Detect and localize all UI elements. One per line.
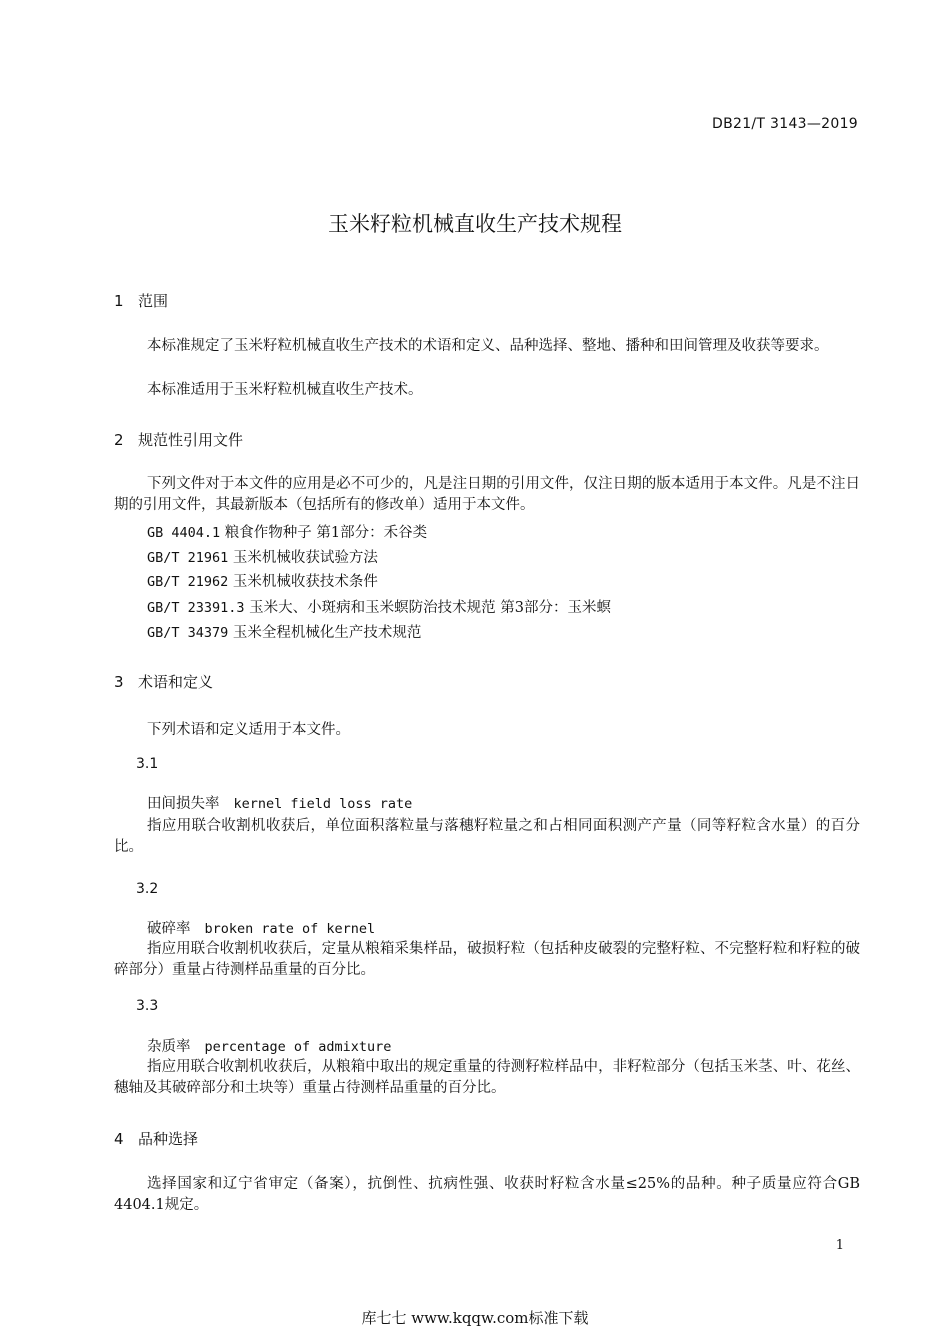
term-definition: 指应用联合收割机收获后，从粮箱中取出的规定重量的待测籽粒样品中，非籽粒部分（包括玉米茎、叶、花丝、穗轴及其破碎部分和土块等）重量占待测样品重量的百分比。 (114, 1059, 860, 1096)
term-heading (147, 792, 412, 813)
reference-item (147, 596, 611, 617)
section-number: 1 (114, 292, 124, 310)
section-3-intro: 下列术语和定义适用于本文件。 (147, 722, 350, 738)
page-number: 1 (835, 1238, 844, 1253)
reference-item (147, 621, 421, 642)
section-3-heading (114, 671, 213, 692)
reference-title: 玉米全程机械化生产技术规范 (232, 625, 422, 641)
section-title: 规范性引用文件 (138, 431, 244, 449)
section-2-paragraph-1: 下列文件对于本文件的应用是必不可少的，凡是注日期的引用文件，仅注日期的版本适用于本文件。凡是不注日期的引用文件，其最新版本（包括所有的修改单）适用于本文件。 (114, 476, 860, 513)
term-english: percentage of admixture (204, 1039, 392, 1055)
section-title: 术语和定义 (138, 673, 214, 691)
term-number: 3.1 (136, 756, 159, 772)
term-definition: 指应用联合收割机收获后，定量从粮箱采集样品，破损籽粒（包括种皮破裂的完整籽粒、不完整籽粒和籽粒的破碎部分）重量占待测样品重量的百分比。 (114, 941, 860, 978)
document-title: 玉米籽粒机械直收生产技术规程 (328, 212, 622, 236)
reference-code: GB/T 21961 (147, 550, 229, 566)
reference-title: 玉米机械收获技术条件 (232, 574, 378, 590)
section-number: 2 (114, 431, 124, 449)
term-chinese: 破碎率 (147, 921, 191, 937)
term-chinese: 田间损失率 (147, 796, 220, 812)
reference-item (147, 570, 378, 591)
term-english: broken rate of kernel (204, 921, 376, 937)
term-definition: 指应用联合收割机收获后，单位面积落粒量与落穗籽粒量之和占相同面积测产产量（同等籽粒含水量）的百分比。 (114, 818, 860, 855)
footer-watermark: 库七七 www.kqqw.com标准下载 (361, 1309, 589, 1327)
reference-code: GB/T 34379 (147, 625, 229, 641)
reference-item (147, 546, 378, 567)
section-1-heading (114, 290, 168, 311)
reference-title: 玉米机械收获试验方法 (232, 550, 378, 566)
section-2-heading (114, 429, 243, 450)
section-title: 范围 (138, 292, 169, 310)
section-4-heading (114, 1128, 198, 1149)
section-title: 品种选择 (138, 1130, 199, 1148)
document-code: DB21/T 3143—2019 (712, 116, 858, 132)
reference-code: GB/T 21962 (147, 574, 229, 590)
section-1-paragraph-1: 本标准规定了玉米籽粒机械直收生产技术的术语和定义、品种选择、整地、播种和田间管理及收获等要求。 (147, 338, 829, 354)
term-number: 3.2 (136, 881, 159, 897)
term-chinese: 杂质率 (147, 1039, 191, 1055)
term-english: kernel field loss rate (233, 796, 413, 812)
section-4-paragraph-1: 选择国家和辽宁省审定（备案），抗倒性、抗病性强、收获时籽粒含水量≤25%的品种。种子质量应符合GB 4404.1规定。 (114, 1176, 860, 1213)
term-heading (147, 1035, 391, 1056)
reference-code: GB/T 23391.3 (147, 600, 245, 616)
reference-title: 玉米大、小斑病和玉米螟防治技术规范 第3部分：玉米螟 (249, 600, 611, 616)
term-heading (147, 917, 375, 938)
term-number: 3.3 (136, 998, 159, 1014)
section-1-paragraph-2: 本标准适用于玉米籽粒机械直收生产技术。 (147, 382, 423, 398)
reference-item (147, 521, 427, 542)
section-number: 3 (114, 673, 124, 691)
reference-title: 粮食作物种子 第1部分：禾谷类 (224, 525, 428, 541)
reference-code: GB 4404.1 (147, 525, 221, 541)
section-number: 4 (114, 1130, 124, 1148)
